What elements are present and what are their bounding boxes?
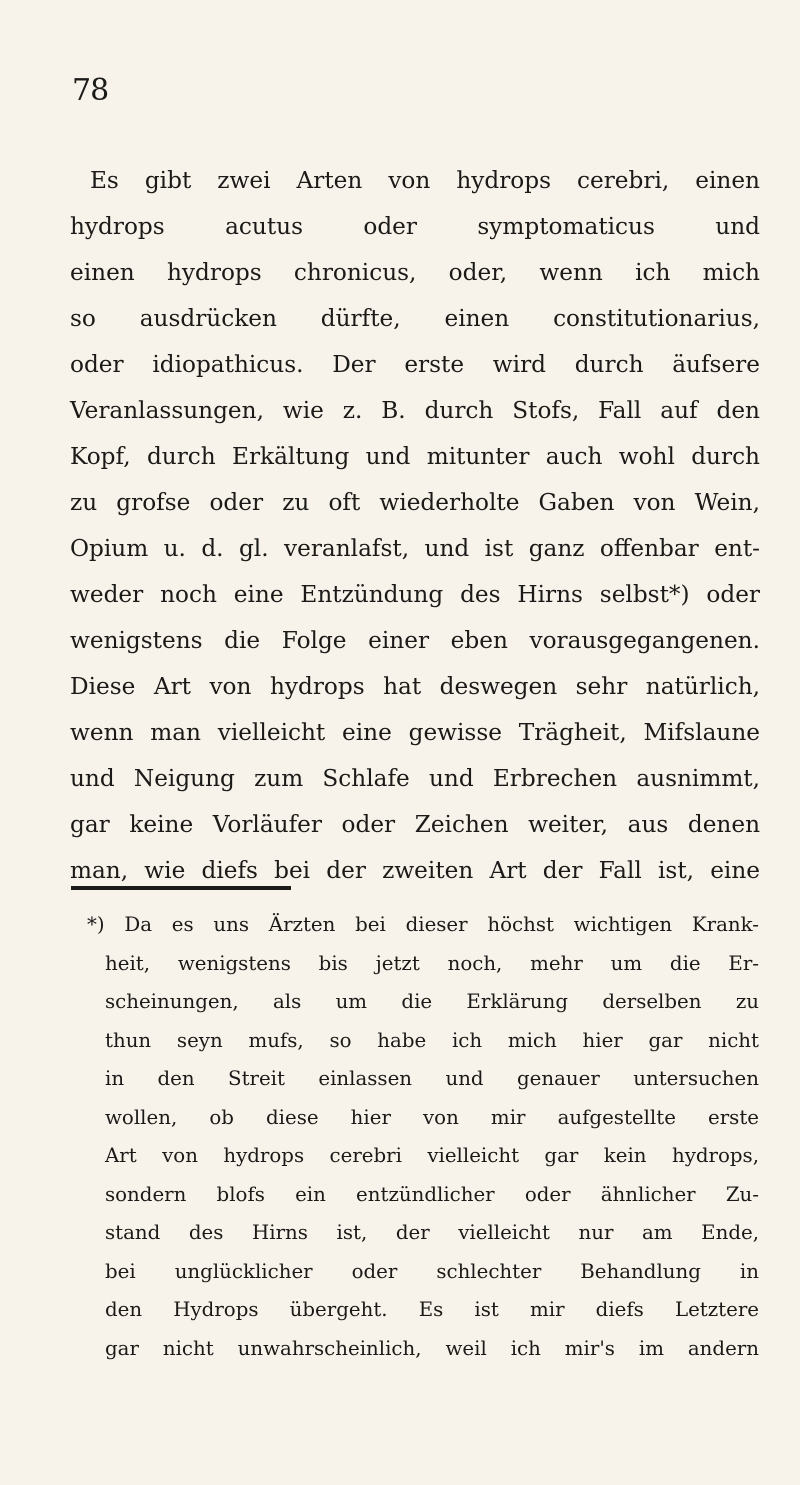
text-line: Diese Art von hydrops hat deswegen sehr natürlich, bbox=[70, 673, 760, 700]
footnote-line: stand des Hirns ist, der vielleicht nur am Ende, bbox=[105, 1221, 759, 1244]
footnote-line: bei unglücklicher oder schlechter Behandlung in bbox=[105, 1259, 759, 1283]
text-line: und Neigung zum Schlafe und Erbrechen ausnimmt, bbox=[70, 765, 760, 792]
text-line: man, wie diefs bei der zweiten Art der Fall ist, eine bbox=[70, 857, 760, 884]
footnote-line: den Hydrops übergeht. Es ist mir diefs Letztere bbox=[105, 1298, 759, 1321]
footnote-line: wollen, ob diese hier von mir aufgestellte erste bbox=[105, 1105, 759, 1129]
footnote-line: *) Da es uns Ärzten bei dieser höchst wichtigen Krank- bbox=[87, 913, 759, 936]
footnote-line: Art von hydrops cerebri vielleicht gar kein hydrops, bbox=[105, 1144, 759, 1167]
text-line: wenn man vielleicht eine gewisse Trägheit, Mifslaune bbox=[70, 719, 760, 746]
text-line: hydrops acutus oder symptomaticus und bbox=[70, 213, 760, 240]
text-line: einen hydrops chronicus, oder, wenn ich mich bbox=[70, 259, 760, 286]
text-line: wenigstens die Folge einer eben vorausgegangenen. bbox=[70, 627, 760, 654]
footnote-line: gar nicht unwahrscheinlich, weil ich mir's im andern bbox=[105, 1336, 759, 1360]
text-line: Kopf, durch Erkältung und mitunter auch wohl durch bbox=[70, 443, 760, 470]
text-line: Opium u. d. gl. veranlafst, und ist ganz offenbar ent- bbox=[70, 535, 760, 562]
footnote-line: sondern blofs ein entzündlicher oder ähnlicher Zu- bbox=[105, 1182, 759, 1206]
main-text bbox=[70, 158, 760, 894]
footnote-line: heit, wenigstens bis jetzt noch, mehr um die Er- bbox=[105, 951, 759, 975]
footnote-line: in den Streit einlassen und genauer untersuchen bbox=[105, 1067, 759, 1090]
text-line: Es gibt zwei Arten von hydrops cerebri, einen bbox=[90, 167, 760, 194]
footnote-line: thun seyn mufs, so habe ich mich hier gar nicht bbox=[105, 1028, 759, 1052]
text-line: zu grofse oder zu oft wiederholte Gaben von Wein, bbox=[70, 489, 760, 516]
text-line: oder idiopathicus. Der erste wird durch äufsere bbox=[70, 351, 760, 378]
text-line: so ausdrücken dürfte, einen constitutionarius, bbox=[70, 305, 760, 332]
footnote-line: scheinungen, als um die Erklärung derselben zu bbox=[105, 990, 759, 1013]
footnote bbox=[87, 906, 759, 1368]
page-number: 78 bbox=[72, 73, 109, 108]
text-line: Veranlassungen, wie z. B. durch Stofs, Fall auf den bbox=[70, 397, 760, 424]
footnote-divider bbox=[71, 886, 291, 890]
text-line: weder noch eine Entzündung des Hirns selbst*) oder bbox=[70, 581, 760, 608]
text-line: gar keine Vorläufer oder Zeichen weiter, aus denen bbox=[70, 811, 760, 838]
